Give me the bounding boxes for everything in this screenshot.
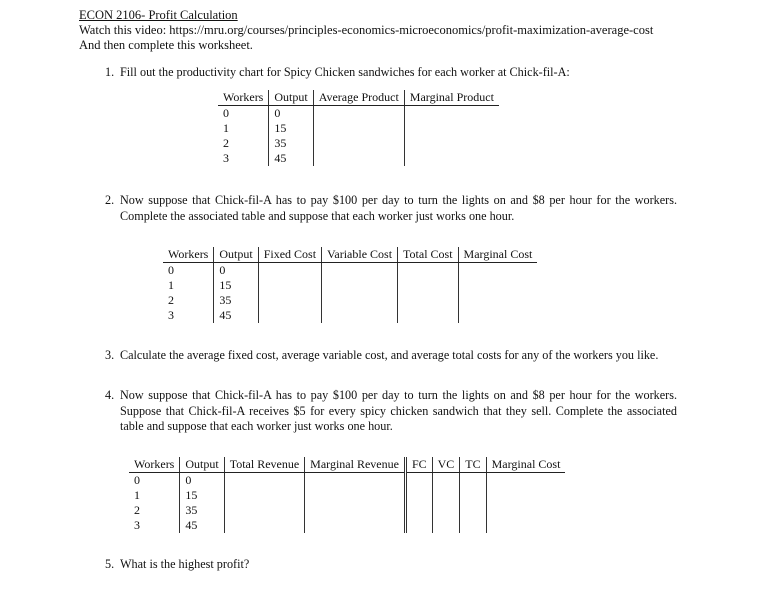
fc-cell — [405, 473, 432, 489]
column-header: Marginal Cost — [486, 457, 565, 473]
column-header: Workers — [163, 247, 214, 263]
question-text: Now suppose that Chick-fil-A has to pay $100 per day to turn the lights on and $8 per hour for the workers. Suppose that Chick-fil-A receives $5 for every spicy chicken sandwich that they sell. Complete the associated table and suppose that each worker just works one hour. — [120, 388, 677, 433]
question-1 — [105, 65, 677, 81]
fixed-cost-cell — [258, 278, 321, 293]
total-revenue-cell — [224, 518, 304, 533]
column-header: Marginal Cost — [458, 247, 537, 263]
column-header: TC — [460, 457, 486, 473]
cost-table — [163, 247, 537, 323]
column-header: FC — [405, 457, 432, 473]
worksheet-title: ECON 2106- Profit Calculation — [79, 8, 238, 22]
workers-cell: 2 — [168, 293, 174, 307]
workers-cell: 3 — [168, 308, 174, 322]
tc-cell — [460, 518, 486, 533]
workers-cell: 2 — [223, 136, 229, 150]
vc-cell — [432, 503, 460, 518]
marginal-cost-cell — [458, 293, 537, 308]
total-revenue-cell — [224, 488, 304, 503]
workers-cell: 0 — [223, 106, 229, 120]
question-2 — [105, 193, 677, 225]
table-row — [163, 278, 537, 293]
workers-cell: 0 — [168, 263, 174, 277]
workers-cell: 2 — [134, 503, 140, 517]
fc-cell — [405, 503, 432, 518]
average-product-cell — [313, 106, 404, 122]
workers-cell: 3 — [223, 151, 229, 165]
profit-table — [129, 457, 565, 533]
productivity-table — [218, 90, 499, 166]
table-row — [129, 473, 565, 489]
marginal-cost-cell — [458, 278, 537, 293]
marginal-cost-cell — [458, 263, 537, 279]
workers-cell: 1 — [223, 121, 229, 135]
output-cell: 15 — [214, 278, 258, 293]
question-number: 5. — [105, 557, 115, 571]
average-product-cell — [313, 121, 404, 136]
output-cell: 0 — [180, 473, 224, 489]
column-header: Marginal Product — [404, 90, 499, 106]
output-cell: 45 — [214, 308, 258, 323]
column-header: Output — [214, 247, 258, 263]
question-text: What is the highest profit? — [120, 557, 250, 571]
marginal-revenue-cell — [305, 488, 406, 503]
fc-cell — [405, 488, 432, 503]
column-header: Variable Cost — [322, 247, 398, 263]
average-product-cell — [313, 136, 404, 151]
question-text: Fill out the productivity chart for Spicy Chicken sandwiches for each worker at Chick-fil-A: — [120, 65, 570, 79]
fc-cell — [405, 518, 432, 533]
question-number: 2. — [105, 193, 115, 207]
question-5 — [105, 557, 677, 573]
marginal-cost-cell — [486, 518, 565, 533]
output-cell: 35 — [269, 136, 313, 151]
marginal-cost-cell — [458, 308, 537, 323]
question-text: Now suppose that Chick-fil-A has to pay $100 per day to turn the lights on and $8 per hour for the workers. Complete the associated table and suppose that each worker just works one hour. — [120, 193, 677, 223]
column-header: Fixed Cost — [258, 247, 321, 263]
vc-cell — [432, 473, 460, 489]
tc-cell — [460, 473, 486, 489]
column-header: Total Cost — [398, 247, 459, 263]
question-number: 3. — [105, 348, 115, 362]
total-revenue-cell — [224, 503, 304, 518]
question-text: Calculate the average fixed cost, average variable cost, and average total costs for any of the workers you like. — [120, 348, 659, 362]
column-header: Marginal Revenue — [305, 457, 406, 473]
table-row — [129, 488, 565, 503]
output-cell: 15 — [180, 488, 224, 503]
marginal-product-cell — [404, 151, 499, 166]
table-header-row — [129, 457, 565, 473]
tc-cell — [460, 503, 486, 518]
fixed-cost-cell — [258, 293, 321, 308]
table-row — [129, 503, 565, 518]
table-row — [218, 106, 499, 122]
fixed-cost-cell — [258, 308, 321, 323]
fixed-cost-cell — [258, 263, 321, 279]
column-header: VC — [432, 457, 460, 473]
table-row — [163, 263, 537, 279]
total-cost-cell — [398, 263, 459, 279]
table-row — [218, 121, 499, 136]
marginal-product-cell — [404, 121, 499, 136]
workers-cell: 3 — [134, 518, 140, 532]
marginal-cost-cell — [486, 488, 565, 503]
question-3 — [105, 348, 677, 380]
marginal-product-cell — [404, 136, 499, 151]
column-header: Output — [269, 90, 313, 106]
vc-cell — [432, 488, 460, 503]
table-header-row — [218, 90, 499, 106]
table-row — [163, 293, 537, 308]
variable-cost-cell — [322, 293, 398, 308]
column-header: Workers — [218, 90, 269, 106]
marginal-revenue-cell — [305, 503, 406, 518]
total-cost-cell — [398, 293, 459, 308]
table-row — [163, 308, 537, 323]
question-number: 4. — [105, 388, 115, 402]
workers-cell: 1 — [168, 278, 174, 292]
output-cell: 35 — [180, 503, 224, 518]
marginal-revenue-cell — [305, 518, 406, 533]
marginal-cost-cell — [486, 503, 565, 518]
table-row — [218, 151, 499, 166]
video-instruction: Watch this video: https://mru.org/courses/principles-economics-microeconomics/profit-maximization-average-cost — [79, 23, 654, 37]
variable-cost-cell — [322, 263, 398, 279]
worksheet-instruction: And then complete this worksheet. — [79, 38, 253, 52]
output-cell: 35 — [214, 293, 258, 308]
marginal-cost-cell — [486, 473, 565, 489]
table-row — [218, 136, 499, 151]
worksheet-header — [79, 8, 653, 53]
column-header: Total Revenue — [224, 457, 304, 473]
output-cell: 15 — [269, 121, 313, 136]
output-cell: 45 — [269, 151, 313, 166]
total-cost-cell — [398, 278, 459, 293]
table-header-row — [163, 247, 537, 263]
output-cell: 45 — [180, 518, 224, 533]
column-header: Average Product — [313, 90, 404, 106]
table-row — [129, 518, 565, 533]
output-cell: 0 — [214, 263, 258, 279]
total-revenue-cell — [224, 473, 304, 489]
average-product-cell — [313, 151, 404, 166]
column-header: Workers — [129, 457, 180, 473]
marginal-revenue-cell — [305, 473, 406, 489]
question-4 — [105, 388, 677, 436]
marginal-product-cell — [404, 106, 499, 122]
workers-cell: 0 — [134, 473, 140, 487]
column-header: Output — [180, 457, 224, 473]
tc-cell — [460, 488, 486, 503]
workers-cell: 1 — [134, 488, 140, 502]
variable-cost-cell — [322, 308, 398, 323]
output-cell: 0 — [269, 106, 313, 122]
variable-cost-cell — [322, 278, 398, 293]
question-number: 1. — [105, 65, 115, 79]
vc-cell — [432, 518, 460, 533]
total-cost-cell — [398, 308, 459, 323]
